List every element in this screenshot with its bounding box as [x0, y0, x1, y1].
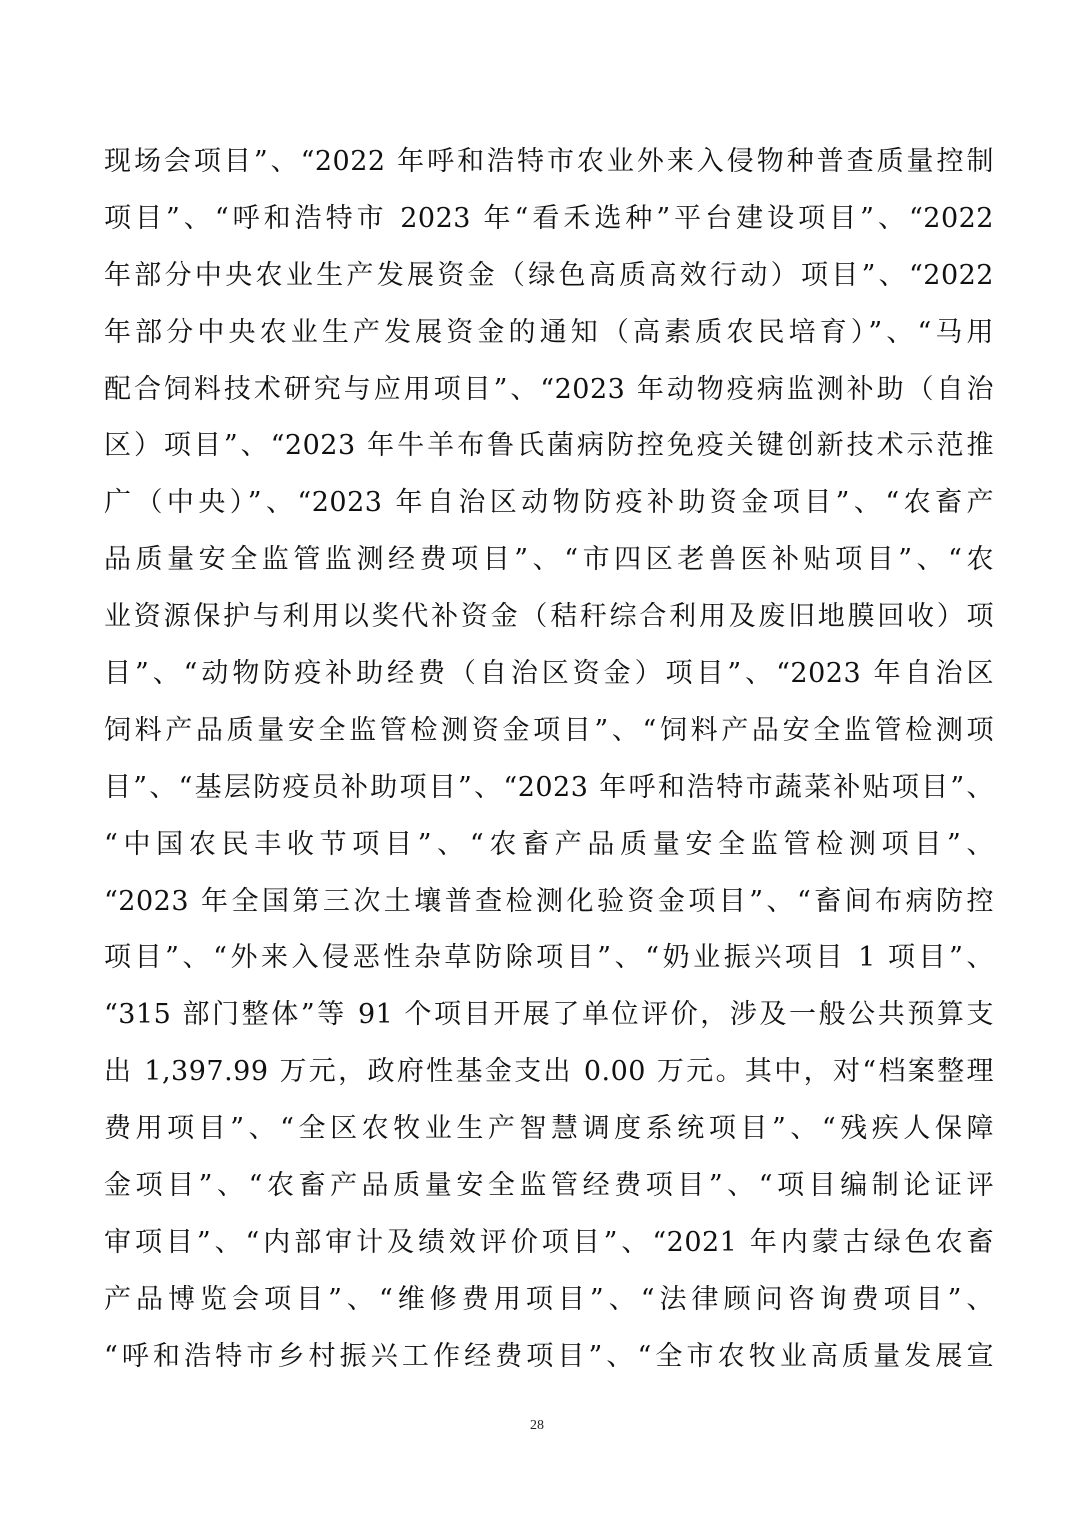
text-line: 项目”、“外来入侵恶性杂草防除项目”、“奶业振兴项目 1 项目”、	[104, 942, 994, 974]
text-line: 饲料产品质量安全监管检测资金项目”、“饲料产品安全监管检测项	[104, 714, 994, 746]
text-line: 费用项目”、“全区农牧业生产智慧调度系统项目”、“残疾人保障	[104, 1113, 994, 1145]
page-number: 28	[530, 1418, 544, 1433]
text-line: 目”、“基层防疫员补助项目”、“2023 年呼和浩特市蔬菜补贴项目”、	[104, 771, 994, 803]
text-line: “315 部门整体”等 91 个项目开展了单位评价，涉及一般公共预算支	[104, 999, 994, 1031]
text-line: 广（中央）”、“2023 年自治区动物防疫补助资金项目”、“农畜产	[104, 487, 994, 519]
text-line: “中国农民丰收节项目”、“农畜产品质量安全监管检测项目”、	[104, 828, 994, 860]
text-line: 金项目”、“农畜产品质量安全监管经费项目”、“项目编制论证评	[104, 1170, 994, 1202]
text-line: 品质量安全监管监测经费项目”、“市四区老兽医补贴项目”、“农	[104, 544, 994, 576]
text-line: 产品博览会项目”、“维修费用项目”、“法律顾问咨询费项目”、	[104, 1283, 994, 1315]
text-line: 区）项目”、“2023 年牛羊布鲁氏菌病防控免疫关键创新技术示范推	[104, 430, 994, 462]
text-line: “呼和浩特市乡村振兴工作经费项目”、“全市农牧业高质量发展宣	[104, 1340, 994, 1372]
text-line: 业资源保护与利用以奖代补资金（秸秆综合利用及废旧地膜回收）项	[104, 601, 994, 633]
body-text	[104, 134, 994, 1386]
text-line: 配合饲料技术研究与应用项目”、“2023 年动物疫病监测补助（自治	[104, 373, 994, 405]
text-line: “2023 年全国第三次土壤普查检测化验资金项目”、“畜间布病防控	[104, 885, 994, 917]
text-line: 出 1,397.99 万元，政府性基金支出 0.00 万元。其中，对“档案整理	[104, 1056, 994, 1088]
text-line: 年部分中央农业生产发展资金的通知（高素质农民培育）”、“马用	[104, 316, 994, 348]
text-line: 年部分中央农业生产发展资金（绿色高质高效行动）项目”、“2022	[104, 259, 994, 291]
text-line: 审项目”、“内部审计及绩效评价项目”、“2021 年内蒙古绿色农畜	[104, 1226, 994, 1258]
text-line: 现场会项目”、“2022 年呼和浩特市农业外来入侵物种普查质量控制	[104, 146, 994, 177]
text-line: 目”、“动物防疫补助经费（自治区资金）项目”、“2023 年自治区	[104, 658, 994, 690]
text-line: 项目”、“呼和浩特市 2023 年“看禾选种”平台建设项目”、“2022	[104, 202, 994, 234]
